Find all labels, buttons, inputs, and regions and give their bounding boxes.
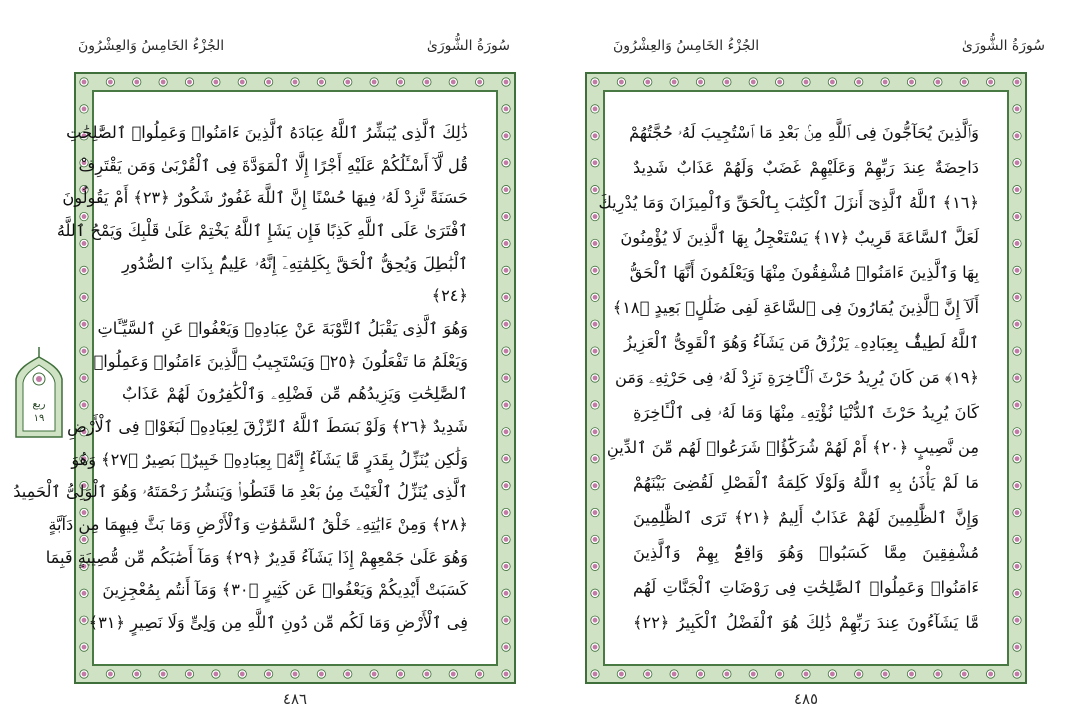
frame-rosette-icon (396, 670, 404, 678)
right-page (575, 0, 1045, 720)
frame-rosette-icon (591, 266, 599, 274)
frame-rosette-icon (502, 643, 510, 651)
frame-rosette-icon (591, 455, 599, 463)
frame-rosette-icon (591, 670, 599, 678)
frame-rosette-icon (1013, 347, 1021, 355)
hizb-marker-label: ربع (32, 399, 46, 410)
frame-rosette-icon (986, 670, 994, 678)
frame-rosette-icon (644, 670, 652, 678)
verse-line: ﴿١٦﴾ ٱللَّهُ ٱلَّذِىٓ أَنزَلَ ٱلْكِتَٰبَ بِٱلْحَقِّ وَٱلْمِيزَانَ وَمَا يُدْرِيكَ (598, 193, 979, 212)
frame-rosette-icon (502, 670, 510, 678)
frame-rosette-icon (106, 78, 114, 86)
verse-line: مَا لَمْ يَأْذَنۢ بِهِ ٱللَّهُ وَلَوْلَا كَلِمَةُ ٱلْفَصْلِ لَقُضِىَ بَيْنَهُمْ (633, 473, 979, 492)
frame-rosette-icon (1013, 105, 1021, 113)
frame-rosette-icon (502, 132, 510, 140)
frame-rosette-icon (881, 78, 889, 86)
verse-line: ءَامَنُوا۟ وَعَمِلُوا۟ ٱلصَّٰلِحَٰتِ فِى رَوْضَاتِ ٱلْجَنَّاتِ لَهُم (633, 578, 979, 597)
frame-rosette-icon (344, 78, 352, 86)
hizb-marker-shape (10, 345, 68, 445)
verse-line: حَسَنَةً نَّزِدْ لَهُۥ فِيهَا حُسْنًا إِنَّ ٱللَّهَ غَفُورٌ شَكُورٌ ﴿٢٣﴾ أَمْ يَقُولُونَ (62, 188, 468, 208)
frame-rosette-icon (475, 78, 483, 86)
verse-line: فِى ٱلْأَرْضِ وَمَا لَكُم مِّن دُونِ ٱللَّهِ مِن وَلِىٍّ وَلَا نَصِيرٍ ﴿٣١﴾ (88, 612, 468, 632)
frame-rosette-icon (591, 132, 599, 140)
frame-rosette-icon (591, 78, 599, 86)
verse-line: بِهَا وَٱلَّذِينَ ءَامَنُوا۟ مُشْفِقُونَ مِنْهَا وَيَعْلَمُونَ أَنَّهَا ٱلْحَقُّ (629, 263, 979, 282)
page-number: ٤٨٦ (282, 690, 308, 708)
frame-rosette-icon (264, 78, 272, 86)
frame-rosette-icon (159, 670, 167, 678)
frame-rosette-icon (291, 670, 299, 678)
right-verse-lines (598, 122, 979, 634)
hizb-quarter-marker (10, 345, 68, 445)
verse-line: وَإِنَّ ٱلظَّٰلِمِينَ لَهُمْ عَذَابٌ أَلِيمٌ ﴿٢١﴾ تَرَى ٱلظَّٰلِمِينَ (633, 508, 979, 527)
frame-rosette-icon (828, 78, 836, 86)
frame-rosette-icon (502, 401, 510, 409)
frame-rosette-icon (80, 643, 88, 651)
frame-rosette-icon (670, 670, 678, 678)
frame-rosette-icon (1013, 455, 1021, 463)
frame-rosette-icon (423, 78, 431, 86)
frame-rosette-icon (502, 293, 510, 301)
verse-line: كَانَ يُرِيدُ حَرْثَ ٱلدُّنْيَا نُؤْتِهِۦ مِنْهَا وَمَا لَهُۥ فِى ٱلْـَٔاخِرَةِ (633, 403, 979, 422)
frame-rosette-icon (591, 508, 599, 516)
frame-rosette-icon (80, 401, 88, 409)
frame-rosette-icon (291, 78, 299, 86)
verse-line: شَدِيدٌ ﴿٢٦﴾ وَلَوْ بَسَطَ ٱللَّهُ ٱلرِّزْقَ لِعِبَادِهِۦ لَبَغَوْا۟ فِى ٱلْأَرْضِ (67, 416, 468, 436)
verse-line: ٱلصَّٰلِحَٰتِ وَيَزِيدُهُم مِّن فَضْلِهِۦ وَٱلْكَٰفِرُونَ لَهُمْ عَذَابٌ (122, 384, 468, 404)
frame-rosette-icon (502, 428, 510, 436)
frame-rosette-icon (80, 347, 88, 355)
frame-rosette-icon (1013, 159, 1021, 167)
frame-rosette-icon (591, 212, 599, 220)
frame-rosette-icon (591, 401, 599, 409)
frame-rosette-icon (591, 562, 599, 570)
right-text-area (598, 90, 1009, 666)
verse-line: مِن نَّصِيبٍ ﴿٢٠﴾ أَمْ لَهُمْ شُرَكَٰٓؤُا۟ شَرَعُوا۟ لَهُم مِّنَ ٱلدِّينِ (606, 438, 979, 457)
frame-rosette-icon (591, 347, 599, 355)
frame-rosette-icon (317, 670, 325, 678)
frame-rosette-icon (1013, 320, 1021, 328)
frame-rosette-icon (591, 589, 599, 597)
frame-rosette-icon (80, 670, 88, 678)
frame-rosette-icon (502, 105, 510, 113)
frame-rosette-icon (238, 78, 246, 86)
frame-rosette-icon (802, 78, 810, 86)
frame-rosette-icon (591, 374, 599, 382)
frame-rosette-icon (502, 347, 510, 355)
frame-rosette-icon (617, 78, 625, 86)
frame-rosette-icon (1013, 401, 1021, 409)
frame-rosette-icon (644, 78, 652, 86)
frame-rosette-icon (591, 616, 599, 624)
frame-rosette-icon (591, 185, 599, 193)
frame-rosette-icon (775, 670, 783, 678)
verse-line: وَهُوَ ٱلَّذِى يَقْبَلُ ٱلتَّوْبَةَ عَنْ عِبَادِهِۦ وَيَعْفُوا۟ عَنِ ٱلسَّيِّـَٔاتِ (97, 318, 468, 338)
frame-rosette-icon (591, 159, 599, 167)
frame-rosette-icon (986, 78, 994, 86)
frame-rosette-icon (344, 670, 352, 678)
frame-rosette-icon (80, 535, 88, 543)
frame-rosette-icon (502, 185, 510, 193)
frame-rosette-icon (591, 239, 599, 247)
frame-rosette-icon (670, 78, 678, 86)
frame-rosette-icon (80, 293, 88, 301)
frame-rosette-icon (1013, 374, 1021, 382)
frame-rosette-icon (317, 78, 325, 86)
frame-rosette-icon (80, 320, 88, 328)
frame-rosette-icon (960, 78, 968, 86)
frame-rosette-icon (1013, 481, 1021, 489)
verse-line: وَٱلَّذِينَ يُحَآجُّونَ فِى ٱللَّهِ مِنۢ بَعْدِ مَا ٱسْتُجِيبَ لَهُۥ حُجَّتُهُمْ (629, 123, 979, 142)
frame-rosette-icon (723, 670, 731, 678)
frame-rosette-icon (1013, 616, 1021, 624)
frame-rosette-icon (591, 643, 599, 651)
frame-rosette-icon (502, 266, 510, 274)
verse-line: ﴿٢٨﴾ وَمِنْ ءَايَٰتِهِۦ خَلْقُ ٱلسَّمَٰوَٰتِ وَٱلْأَرْضِ وَمَا بَثَّ فِيهِمَا مِن دَآبَّةٍ (48, 514, 468, 534)
frame-rosette-icon (1013, 78, 1021, 86)
frame-rosette-icon (502, 78, 510, 86)
verse-line: ٱفْتَرَىٰ عَلَى ٱللَّهِ كَذِبًا فَإِن يَشَإِ ٱللَّهُ يَخْتِمْ عَلَىٰ قَلْبِكَ وَيَمْحُ ٱللَّهُ (56, 220, 468, 240)
frame-rosette-icon (960, 670, 968, 678)
frame-rosette-icon (591, 293, 599, 301)
frame-rosette-icon (502, 535, 510, 543)
frame-rosette-icon (80, 616, 88, 624)
frame-rosette-icon (1013, 670, 1021, 678)
frame-rosette-icon (775, 78, 783, 86)
frame-rosette-icon (591, 481, 599, 489)
frame-rosette-icon (370, 78, 378, 86)
frame-rosette-icon (264, 670, 272, 678)
frame-rosette-icon (502, 562, 510, 570)
frame-rosette-icon (1013, 212, 1021, 220)
frame-rosette-icon (212, 670, 220, 678)
frame-rosette-icon (80, 105, 88, 113)
frame-rosette-icon (591, 105, 599, 113)
left-page-header (78, 38, 510, 62)
frame-rosette-icon (1013, 643, 1021, 651)
frame-rosette-icon (828, 670, 836, 678)
frame-rosette-icon (723, 78, 731, 86)
frame-rosette-icon (1013, 589, 1021, 597)
frame-rosette-icon (855, 78, 863, 86)
verse-line: مُشْفِقِينَ مِمَّا كَسَبُوا۟ وَهُوَ وَاقِعٌۢ بِهِمْ وَٱلَّذِينَ (633, 543, 979, 562)
frame-rosette-icon (449, 78, 457, 86)
juz-label: الجُزْءُ الخَامِسُ وَالعِشْرُونَ (78, 38, 225, 54)
frame-rosette-icon (449, 670, 457, 678)
frame-rosette-icon (881, 670, 889, 678)
frame-rosette-icon (502, 374, 510, 382)
verse-line: وَهُوَ عَلَىٰ جَمْعِهِمْ إِذَا يَشَآءُ قَدِيرٌ ﴿٢٩﴾ وَمَآ أَصَٰبَكُم مِّن مُّصِيبَةٍ فَبِمَا (45, 547, 468, 567)
frame-rosette-icon (617, 670, 625, 678)
frame-rosette-icon (502, 616, 510, 624)
verse-line: ٱللَّهُ لَطِيفٌۢ بِعِبَادِهِۦ يَرْزُقُ مَن يَشَآءُ وَهُوَ ٱلْقَوِىُّ ٱلْعَزِيزُ (624, 333, 979, 352)
verse-line: ﴿٢٤﴾ (431, 286, 468, 306)
surah-label: سُورَةُ الشُّورَىٰ (961, 38, 1045, 54)
frame-rosette-icon (802, 670, 810, 678)
frame-rosette-icon (696, 78, 704, 86)
frame-rosette-icon (502, 212, 510, 220)
frame-rosette-icon (502, 455, 510, 463)
verse-line: قُل لَّآ أَسْـَٔلُكُمْ عَلَيْهِ أَجْرًا إِلَّا ٱلْمَوَدَّةَ فِى ٱلْقُرْبَىٰ وَمَن يَقْتَرِفْ (78, 155, 468, 175)
frame-rosette-icon (934, 78, 942, 86)
verse-line: وَيَعْلَمُ مَا تَفْعَلُونَ ﴿٢٥﴾ وَيَسْتَجِيبُ ٱلَّذِينَ ءَامَنُوا۟ وَعَمِلُوا۟ (93, 351, 468, 371)
frame-rosette-icon (907, 78, 915, 86)
frame-rosette-icon (80, 589, 88, 597)
verse-line: لَعَلَّ ٱلسَّاعَةَ قَرِيبٌ ﴿١٧﴾ يَسْتَعْجِلُ بِهَا ٱلَّذِينَ لَا يُؤْمِنُونَ (620, 228, 979, 247)
frame-rosette-icon (907, 670, 915, 678)
frame-rosette-icon (80, 266, 88, 274)
right-page-header (613, 38, 1045, 62)
hizb-marker-number: ١٩ (33, 413, 45, 424)
frame-rosette-icon (80, 374, 88, 382)
frame-rosette-icon (475, 670, 483, 678)
frame-rosette-icon (502, 508, 510, 516)
frame-rosette-icon (1013, 428, 1021, 436)
juz-label: الجُزْءُ الخَامِسُ وَالعِشْرُونَ (613, 38, 760, 54)
verse-line: أَلَآ إِنَّ ٱلَّذِينَ يُمَارُونَ فِى ٱلسَّاعَةِ لَفِى ضَلَٰلٍۭ بَعِيدٍ ﴿١٨﴾ (612, 298, 979, 317)
frame-rosette-icon (396, 78, 404, 86)
frame-rosette-icon (106, 670, 114, 678)
frame-rosette-icon (1013, 508, 1021, 516)
frame-rosette-icon (591, 535, 599, 543)
frame-rosette-icon (1013, 266, 1021, 274)
frame-rosette-icon (1013, 293, 1021, 301)
verse-line: ٱلْبَٰطِلَ وَيُحِقُّ ٱلْحَقَّ بِكَلِمَٰتِهِۦٓ إِنَّهُۥ عَلِيمٌۢ بِذَاتِ ٱلصُّدُورِ (122, 253, 468, 273)
frame-rosette-icon (1013, 562, 1021, 570)
frame-rosette-icon (502, 239, 510, 247)
frame-rosette-icon (696, 670, 704, 678)
frame-rosette-icon (749, 78, 757, 86)
verse-line: ٱلَّذِى يُنَزِّلُ ٱلْغَيْثَ مِنۢ بَعْدِ مَا قَنَطُوا۟ وَيَنشُرُ رَحْمَتَهُۥ وَهُوَ ٱلْوَلِىُّ ٱلْحَمِيدُ (13, 482, 468, 502)
frame-rosette-icon (212, 78, 220, 86)
frame-rosette-icon (238, 670, 246, 678)
frame-rosette-icon (591, 428, 599, 436)
frame-rosette-icon (502, 589, 510, 597)
frame-rosette-icon (185, 78, 193, 86)
frame-rosette-icon (1013, 132, 1021, 140)
frame-rosette-icon (80, 78, 88, 86)
frame-rosette-icon (855, 670, 863, 678)
page-number: ٤٨٥ (793, 690, 819, 708)
verse-line: ذَٰلِكَ ٱلَّذِى يُبَشِّرُ ٱللَّهُ عِبَادَهُ ٱلَّذِينَ ءَامَنُوا۟ وَعَمِلُوا۟ ٱلصَّٰلِحَٰتِ (66, 123, 468, 142)
frame-rosette-icon (502, 320, 510, 328)
surah-label: سُورَةُ الشُّورَىٰ (426, 38, 510, 54)
verse-line: دَاحِضَةٌ عِندَ رَبِّهِمْ وَعَلَيْهِمْ غَضَبٌ وَلَهُمْ عَذَابٌ شَدِيدٌ (633, 158, 979, 177)
frame-rosette-icon (133, 670, 141, 678)
verse-line: ﴿١٩﴾ مَن كَانَ يُرِيدُ حَرْثَ ٱلْـَٔاخِرَةِ نَزِدْ لَهُۥ فِى حَرْثِهِۦ وَمَن (614, 368, 979, 387)
frame-rosette-icon (423, 670, 431, 678)
frame-rosette-icon (1013, 185, 1021, 193)
frame-rosette-icon (1013, 535, 1021, 543)
frame-rosette-icon (749, 670, 757, 678)
verse-line: مَّا يَشَآءُونَ عِندَ رَبِّهِمْ ذَٰلِكَ هُوَ ٱلْفَضْلُ ٱلْكَبِيرُ ﴿٢٢﴾ (633, 613, 979, 632)
frame-rosette-icon (502, 481, 510, 489)
frame-rosette-icon (133, 78, 141, 86)
verse-line: كَسَبَتْ أَيْدِيكُمْ وَيَعْفُوا۟ عَن كَثِيرٍ ﴿٣٠﴾ وَمَآ أَنتُم بِمُعْجِزِينَ (102, 580, 468, 600)
right-page-frame (585, 72, 1027, 684)
verse-line: وَلَٰكِن يُنَزِّلُ بِقَدَرٍ مَّا يَشَآءُ إِنَّهُۥ بِعِبَادِهِۦ خَبِيرٌۢ بَصِيرٌ ﴿٢٧﴾ وَهُوَ (71, 449, 468, 469)
frame-rosette-icon (934, 670, 942, 678)
frame-rosette-icon (185, 670, 193, 678)
frame-rosette-icon (591, 320, 599, 328)
frame-rosette-icon (502, 159, 510, 167)
frame-rosette-icon (1013, 239, 1021, 247)
frame-rosette-icon (159, 78, 167, 86)
frame-rosette-icon (370, 670, 378, 678)
